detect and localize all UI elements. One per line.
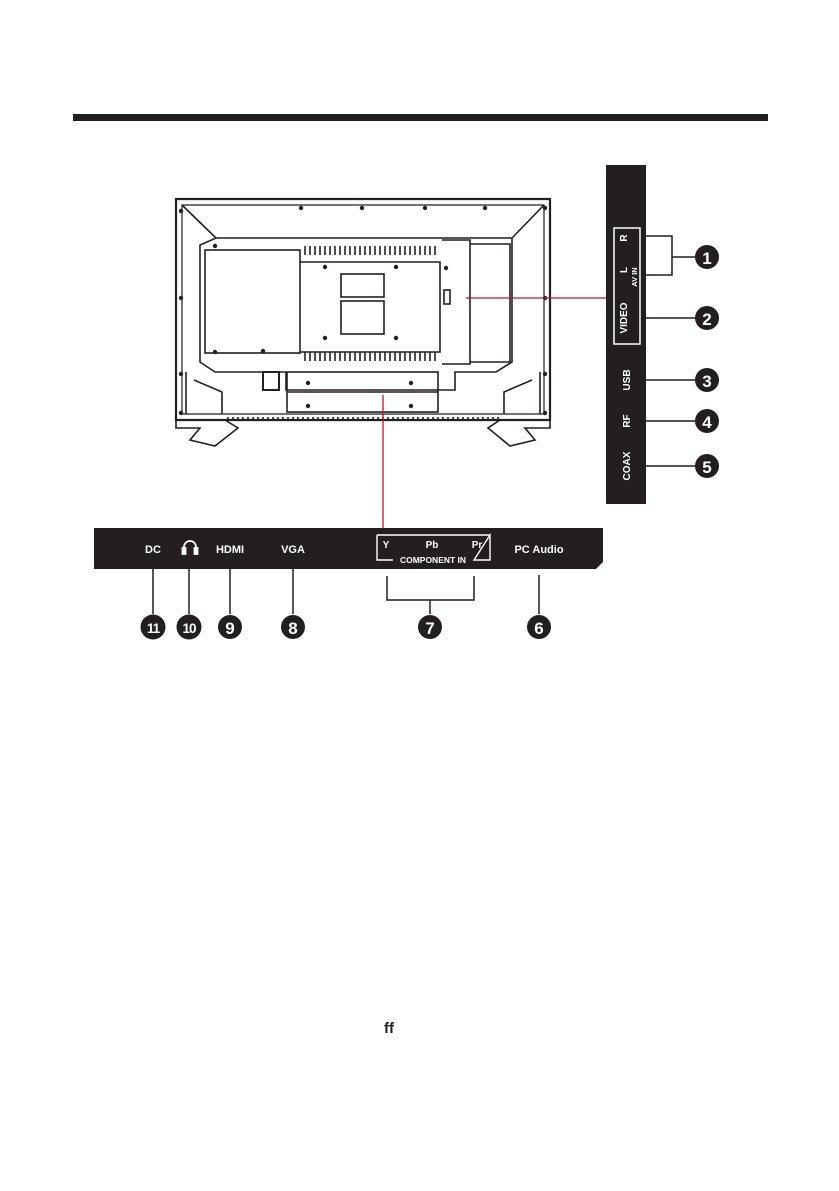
svg-text:4: 4 bbox=[702, 413, 712, 432]
svg-text:6: 6 bbox=[534, 619, 544, 638]
footer-text: ff bbox=[384, 1020, 394, 1037]
callout-7 bbox=[418, 615, 442, 639]
label-pc-audio: PC Audio bbox=[514, 544, 564, 556]
screw-hole bbox=[299, 206, 303, 210]
screw-hole bbox=[323, 336, 327, 340]
callout-2 bbox=[695, 306, 719, 330]
label-y: Y bbox=[382, 540, 390, 551]
label-dc: DC bbox=[145, 544, 161, 556]
svg-text:3: 3 bbox=[702, 372, 712, 391]
screw-hole bbox=[306, 404, 310, 408]
label-usb: USB bbox=[622, 369, 633, 391]
callout-1 bbox=[695, 245, 719, 269]
screw-hole bbox=[483, 206, 487, 210]
screw-hole bbox=[394, 265, 398, 269]
header-rule bbox=[73, 114, 768, 121]
callout-6 bbox=[527, 615, 551, 639]
screw-hole bbox=[543, 206, 547, 210]
label-rf: RF bbox=[622, 414, 633, 428]
svg-text:7: 7 bbox=[425, 619, 435, 638]
screw-hole bbox=[179, 209, 183, 213]
screw-hole bbox=[444, 266, 448, 270]
screw-hole bbox=[261, 349, 265, 353]
label-av-in: AV IN bbox=[630, 267, 639, 287]
side-callout-lines bbox=[646, 236, 695, 466]
svg-text:11: 11 bbox=[146, 621, 160, 636]
bottom-callout-lines bbox=[153, 569, 539, 614]
label-r: R bbox=[619, 234, 630, 242]
svg-text:1: 1 bbox=[702, 249, 712, 268]
label-pr: Pr bbox=[471, 540, 483, 551]
tv-back-illustration bbox=[176, 199, 550, 446]
callout-5 bbox=[695, 454, 719, 478]
screw-hole bbox=[543, 411, 547, 415]
bottom-input-panel bbox=[94, 528, 603, 569]
callout-3 bbox=[695, 368, 719, 392]
screw-hole bbox=[179, 411, 183, 415]
svg-text:9: 9 bbox=[225, 619, 235, 638]
label-video: VIDEO bbox=[619, 302, 630, 334]
screw-hole bbox=[179, 296, 183, 300]
screw-hole bbox=[543, 372, 547, 376]
label-component-in: COMPONENT IN bbox=[399, 555, 467, 565]
screw-hole bbox=[306, 381, 310, 385]
callout-4 bbox=[695, 409, 719, 433]
svg-text:8: 8 bbox=[288, 619, 298, 638]
screw-hole bbox=[179, 372, 183, 376]
label-pb: Pb bbox=[425, 540, 439, 551]
label-l: L bbox=[619, 266, 630, 274]
callout-9 bbox=[218, 615, 242, 639]
callout-11 bbox=[141, 615, 166, 640]
svg-text:2: 2 bbox=[702, 310, 712, 329]
screw-hole bbox=[409, 404, 413, 408]
screw-hole bbox=[360, 206, 364, 210]
screw-hole bbox=[213, 244, 217, 248]
svg-text:10: 10 bbox=[182, 621, 196, 636]
screw-hole bbox=[323, 265, 327, 269]
screw-hole bbox=[213, 350, 217, 354]
screw-hole bbox=[394, 336, 398, 340]
callout-10 bbox=[177, 615, 202, 640]
callout-8 bbox=[281, 615, 305, 639]
screw-hole bbox=[409, 381, 413, 385]
label-coax: COAX bbox=[622, 451, 633, 481]
label-vga: VGA bbox=[281, 544, 305, 556]
svg-text:5: 5 bbox=[702, 458, 712, 477]
side-input-panel bbox=[606, 165, 646, 504]
label-hdmi: HDMI bbox=[215, 544, 245, 556]
screw-hole bbox=[423, 206, 427, 210]
